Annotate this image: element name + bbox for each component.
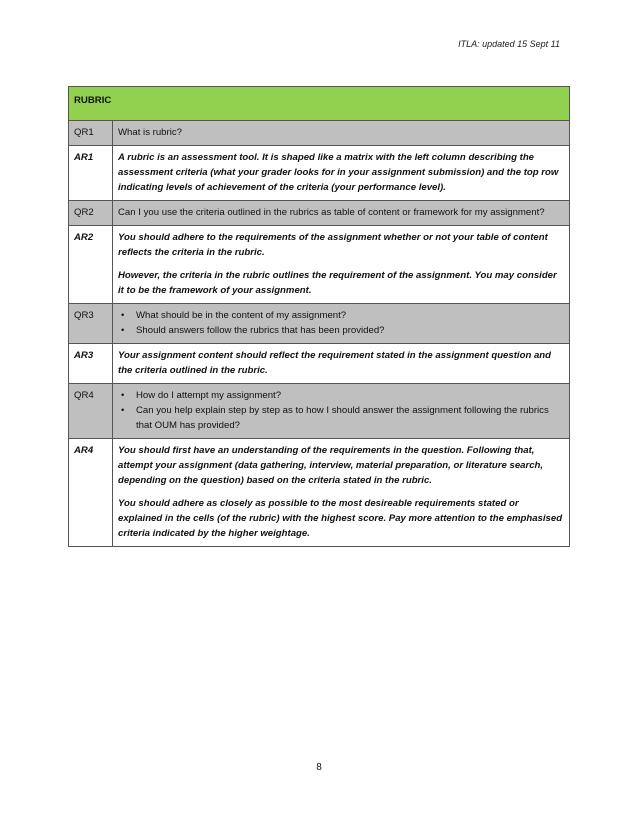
paragraph: You should adhere as closely as possible to the most desireable requirements stated or explained in the cells (of the rubric) with the highest score. Pay more attention to the emphasised criteria indicated by the higher weightage.: [118, 498, 563, 539]
paragraph: A rubric is an assessment tool. It is shaped like a matrix with the left column describing the assessment criteria (what your grader looks for in your assignment submission) and the top row indicating levels of achievement of the criteria (your performance level).: [118, 152, 559, 193]
bullet-item: • Should answers follow the rubrics that has been provided?: [118, 323, 564, 338]
row-code: AR3: [69, 344, 113, 384]
question-row: [69, 304, 570, 344]
answer-text: [113, 439, 570, 547]
answer-row: [69, 344, 570, 384]
paragraph: You should adhere to the requirements of the assignment whether or not your table of content reflects the criteria in the rubric.: [118, 232, 548, 258]
bullet-item: • Can you help explain step by step as to how I should answer the assignment following the rubrics that OUM has provided?: [118, 403, 564, 433]
row-code: QR1: [69, 121, 113, 146]
row-code: QR2: [69, 201, 113, 226]
question-text: [113, 304, 570, 344]
paragraph: However, the criteria in the rubric outlines the requirement of the assignment. You may consider it to be the framework of your assignment.: [118, 270, 557, 296]
rubric-table-body: [69, 87, 570, 547]
table-title: RUBRIC: [69, 87, 570, 121]
question-text: [113, 384, 570, 439]
rubric-table: [68, 86, 570, 547]
paragraph: What is rubric?: [118, 127, 182, 138]
paragraph: Can I you use the criteria outlined in the rubrics as table of content or framework for my assignment?: [118, 207, 545, 218]
bullet-list: [118, 388, 564, 433]
question-text: [113, 121, 570, 146]
bullet-item: • What should be in the content of my assignment?: [118, 308, 564, 323]
answer-text: [113, 344, 570, 384]
row-code: AR1: [69, 146, 113, 201]
answer-row: [69, 146, 570, 201]
question-row: [69, 384, 570, 439]
page-number: 8: [316, 762, 322, 773]
answer-row: [69, 226, 570, 304]
running-header: ITLA: updated 15 Sept 11: [458, 39, 560, 49]
answer-row: [69, 439, 570, 547]
row-code: QR4: [69, 384, 113, 439]
paragraph: You should first have an understanding of the requirements in the question. Following that, attempt your assignment (data gathering, interview, material preparation, or literature search, depending on the question) based on the criteria stated in the rubric.: [118, 445, 544, 486]
answer-text: [113, 226, 570, 304]
row-code: QR3: [69, 304, 113, 344]
table-title-row: [69, 87, 570, 121]
bullet-list: [118, 308, 564, 338]
bullet-item: • How do I attempt my assignment?: [118, 388, 564, 403]
paragraph: Your assignment content should reflect the requirement stated in the assignment question and the criteria outlined in the rubric.: [118, 350, 552, 376]
question-text: [113, 201, 570, 226]
row-code: AR4: [69, 439, 113, 547]
answer-text: [113, 146, 570, 201]
row-code: AR2: [69, 226, 113, 304]
question-row: [69, 121, 570, 146]
question-row: [69, 201, 570, 226]
